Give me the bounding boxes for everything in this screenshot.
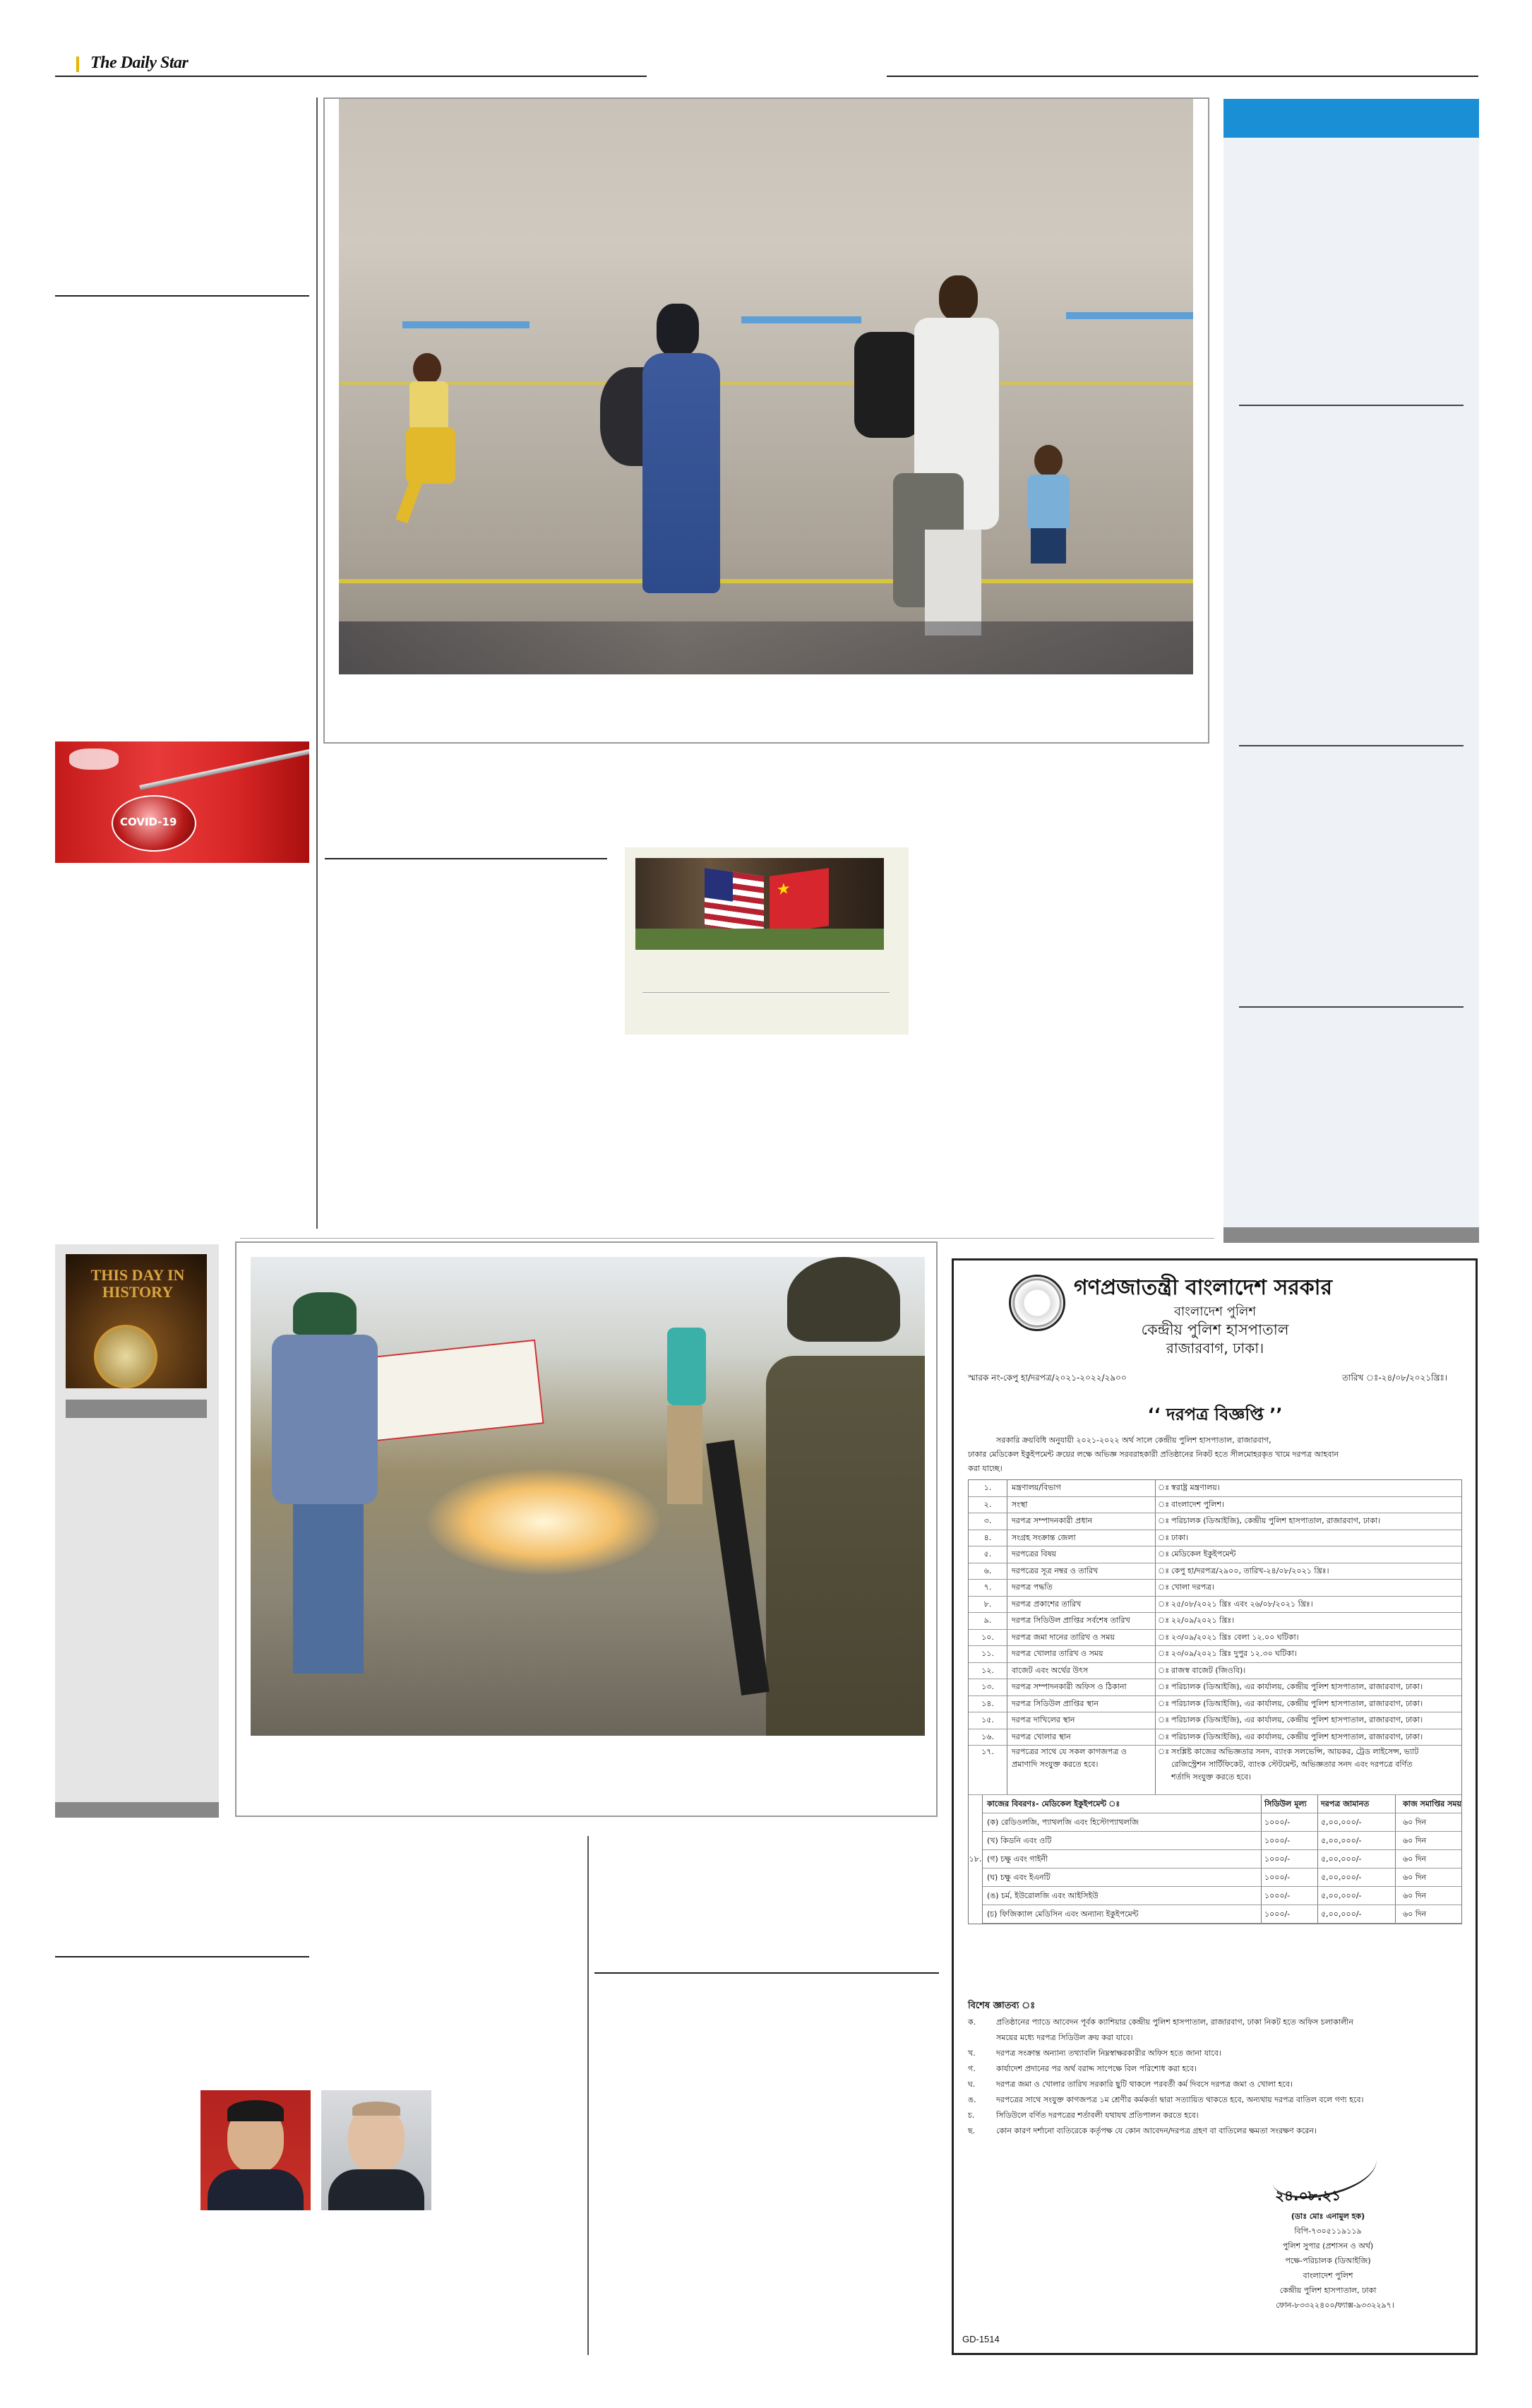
special-note-text: সিডিউলে বর্ণিত দরপত্রের শর্তাবলী যথাযথ প্রতিপালন করতে হবে। xyxy=(996,2111,1199,2120)
items-rows xyxy=(983,1813,1461,1924)
sig-hosp: কেন্দ্রীয় পুলিশ হাসপাতাল, ঢাকা xyxy=(1279,2286,1377,2295)
special-notes xyxy=(968,2015,1462,2139)
special-note xyxy=(968,2123,1462,2139)
woman-figure xyxy=(600,304,741,614)
special-note-text: সময়ের মধ্যে দরপত্র সিডিউল ক্রয় করা যাবে। xyxy=(996,2033,1133,2042)
notice-row-value: ২২/০৯/২০২১ খ্রিঃ। xyxy=(1171,1616,1235,1625)
right-sidebar-header xyxy=(1223,99,1479,138)
notice-row-key: দরপত্র খোলার স্থান xyxy=(1007,1729,1156,1746)
notice-row: ৯. দরপত্র সিডিউল প্রাপ্তির সর্বশেষ তারিখ ঃ ২২/০৯/২০২১ খ্রিঃ। xyxy=(969,1613,1461,1630)
notice-intro-1: সরকারি ক্রয়বিধি অনুযায়ী ২০২১-২০২২ অর্থ সালে কেন্দ্রীয় পুলিশ হাসপাতাল, রাজারবাগ, xyxy=(996,1436,1271,1445)
special-note xyxy=(968,2015,1462,2030)
item-security: ৫,০০,০০০/- xyxy=(1318,1868,1396,1886)
notice-row-value: পরিচালক (ডিআইজি), এর কার্যালয়, কেন্দ্রীয় পুলিশ হাসপাতাল, রাজারবাগ, ঢাকা। xyxy=(1171,1682,1423,1691)
notice-row: ৩. দরপত্র সম্পাদনকারী প্রধান ঃ পরিচালক (ডিআইজি), কেন্দ্রীয় পুলিশ হাসপাতাল, রাজারবাগ, ঢাকা। xyxy=(969,1513,1461,1530)
notice-row-18: ১৮. কাজের বিবরণঃ- মেডিকেল ইকুইপমেন্ট ঃ সিডিউল মূল্য দরপত্র জামানত কাজ সমাপ্তির সময় (ক) রেডিওলজি, প্যাথলজি এবং হিস্টোপ্যাথলজি ১০০০/- ৫,০০,০০০/- ৬০ দিন (খ) কিডনি এবং ওটি ১০০০/- ৫,০০,০০০/- ৬০ দিন (গ) চক্ষু এবং গাইনী ১০০০/- ৫,০০,০০০/- ৬০ দিন (ঘ) চক্ষু এবং ইএনটি ১০০০/- ৫,০০,০০০/- ৬০ দিন (ঙ) চর্ম, ইউরোলজি এবং আইসিইউ ১০০০/- ৫,০০,০০০/- ৬০ দিন (চ) ফিজিক্যাল মেডিসিন এবং অন্যান্য ইকুইপমেন্ট ১০০০/- ৫,০০,০০০/- ৬০ দিন xyxy=(969,1795,1461,1924)
notice-row: ১২. বাজেট এবং অর্থের উৎস ঃ রাজস্ব বাজেট (জিওবি)। xyxy=(969,1663,1461,1680)
special-note xyxy=(968,2108,1462,2123)
shadows xyxy=(339,621,1193,674)
notice-row-key: দরপত্র দাখিলের স্থান xyxy=(1007,1712,1156,1729)
notice-row-value: পরিচালক (ডিআইজি), এর কার্যালয়, কেন্দ্রীয় পুলিশ হাসপাতাল, রাজারবাগ, ঢাকা। xyxy=(1171,1732,1423,1741)
notice-row: ৭. দরপত্র পদ্ধতি ঃ খোলা দরপত্র। xyxy=(969,1580,1461,1597)
notice-row-value: পরিচালক (ডিআইজি), এর কার্যালয়, কেন্দ্রীয় পুলিশ হাসপাতাল, রাজারবাগ, ঢাকা। xyxy=(1171,1698,1423,1708)
item-price: ১০০০/- xyxy=(1262,1887,1318,1905)
special-note xyxy=(968,2046,1462,2061)
special-note xyxy=(968,2077,1462,2092)
notice-row-num: ৭. xyxy=(969,1580,1007,1596)
item-time: ৬০ দিন xyxy=(1402,1873,1427,1882)
special-note-marker: খ. xyxy=(968,2049,976,2058)
notice-row-num: ৩. xyxy=(969,1513,1007,1530)
notice-row-key: দরপত্র সিডিউল প্রাপ্তির সর্বশেষ তারিখ xyxy=(1007,1613,1156,1629)
item-row xyxy=(983,1887,1461,1905)
special-note-marker xyxy=(968,2030,996,2046)
protest-soldier-photo[interactable] xyxy=(251,1257,925,1736)
boy-figure xyxy=(1017,445,1080,628)
special-note-marker: ঙ. xyxy=(968,2095,976,2104)
notice-row-num: ১২. xyxy=(969,1663,1007,1679)
notice-row-value: খোলা দরপত্র। xyxy=(1171,1583,1215,1592)
notice-row-key: দরপত্র প্রকাশের তারিখ xyxy=(1007,1597,1156,1613)
runway-marking-1 xyxy=(402,321,529,328)
item-price: ১০০০/- xyxy=(1262,1868,1318,1886)
notice-row: ৫. দরপত্রের বিষয় ঃ মেডিকেল ইকুইপমেন্ট xyxy=(969,1546,1461,1563)
flags-box-rule xyxy=(642,992,890,993)
notice-ref: স্মারক নং-কেপু হা/দরপত্র/২০২১-২০২২/২৯০০ xyxy=(968,1373,1127,1383)
item-desc: (গ) চক্ষু এবং গাইনী xyxy=(983,1850,1262,1868)
notice-row-key: বাজেট এবং অর্থের উৎস xyxy=(1007,1663,1156,1679)
notice-row-num: ৫. xyxy=(969,1546,1007,1563)
masthead-rule-right xyxy=(887,76,1478,77)
item-time: ৬০ দিন xyxy=(1402,1818,1427,1827)
item-security: ৫,০০,০০০/- xyxy=(1318,1905,1396,1923)
sidebar-footer xyxy=(1223,1227,1479,1243)
needle-shape xyxy=(139,747,309,790)
notice-row-num: ৮. xyxy=(969,1597,1007,1613)
masthead-logo[interactable]: The Daily Star xyxy=(90,54,188,72)
tender-notice xyxy=(952,1258,1478,2355)
girl-figure xyxy=(388,353,466,523)
notice-row-value: পরিচালক (ডিআইজি), কেন্দ্রীয় পুলিশ হাসপাতাল, রাজারবাগ, ঢাকা। xyxy=(1171,1516,1381,1525)
notice-heading: ‘‘ দরপত্র বিজ্ঞপ্তি ’’ xyxy=(1147,1405,1283,1424)
notice-row-num: ১১. xyxy=(969,1646,1007,1662)
items-header: কাজের বিবরণঃ- মেডিকেল ইকুইপমেন্ট ঃ সিডিউল মূল্য দরপত্র জামানত কাজ সমাপ্তির সময় xyxy=(983,1795,1461,1813)
notice-row-num: ১০. xyxy=(969,1630,1007,1646)
special-note-marker: ঘ. xyxy=(968,2080,976,2089)
notice-row-key: সংগ্রহ সংক্রান্ত জেলা xyxy=(1007,1530,1156,1546)
special-note-text: কার্যাদেশ প্রদানের পর অর্থ বরাদ্দ সাপেক্ষে বিল পরিশোধ করা হবে। xyxy=(996,2064,1197,2073)
notice-gov-title: গণপ্রজাতন্ত্রী বাংলাদেশ সরকার xyxy=(1074,1275,1332,1300)
this-day-in-history-photo[interactable] xyxy=(66,1254,207,1388)
notice-row: ১৫. দরপত্র দাখিলের স্থান ঃ পরিচালক (ডিআইজি), এর কার্যালয়, কেন্দ্রীয় পুলিশ হাসপাতাল, রাজারবাগ, ঢাকা। xyxy=(969,1712,1461,1729)
masthead-bar xyxy=(76,56,79,72)
notice-rows xyxy=(969,1480,1461,1746)
notice-row: ১১. দরপত্র খোলার তারিখ ও সময় ঃ ২৩/০৯/২০২১ খ্রিঃ দুপুর ১২.৩০ ঘটিকা। xyxy=(969,1646,1461,1663)
item-price: ১০০০/- xyxy=(1262,1832,1318,1849)
notice-row-value: ২৩/০৯/২০২১ খ্রিঃ বেলা ১২.০০ ঘটিকা। xyxy=(1171,1632,1299,1642)
column-divider-1 xyxy=(316,97,318,1229)
family-walking-photo[interactable] xyxy=(339,99,1193,674)
leader-portrait-1[interactable] xyxy=(201,2090,311,2210)
notice-row: ৪. সংগ্রহ সংক্রান্ত জেলা ঃ ঢাকা। xyxy=(969,1530,1461,1547)
lower-mid-rule xyxy=(594,1972,939,1974)
masthead-rule-left xyxy=(55,76,647,77)
item-price: ১০০০/- xyxy=(1262,1813,1318,1831)
special-note-text: দরপত্র জমা ও খোলার তারিখ সরকারি ছুটি থাকলে পরবর্তী কর্ম দিবসে দরপত্র জমা ও খোলা হবে। xyxy=(996,2080,1293,2089)
notice-row-key: দরপত্রের সূত্র নম্বর ও তারিখ xyxy=(1007,1563,1156,1580)
notice-row: ১৪. দরপত্র সিডিউল প্রাপ্তির স্থান ঃ পরিচালক (ডিআইজি), এর কার্যালয়, কেন্দ্রীয় পুলিশ হাসপাতাল, রাজারবাগ, ঢাকা। xyxy=(969,1696,1461,1713)
notice-row-value: মেডিকেল ইকুইপমেন্ট xyxy=(1171,1549,1236,1558)
item-time: ৬০ দিন xyxy=(1402,1836,1427,1845)
us-flag-shape xyxy=(705,868,764,934)
item-time: ৬০ দিন xyxy=(1402,1854,1427,1864)
notice-row-value: বাংলাদেশ পুলিশ। xyxy=(1171,1499,1224,1509)
notice-row: ১০. দরপত্র জমা দানের তারিখ ও সময় ঃ ২৩/০৯/২০২১ খ্রিঃ বেলা ১২.০০ ঘটিকা। xyxy=(969,1630,1461,1647)
runway-yellow-line-2 xyxy=(339,381,1193,385)
item-price: ১০০০/- xyxy=(1262,1905,1318,1923)
notice-row-key: দরপত্র সম্পাদনকারী অফিস ও ঠিকানা xyxy=(1007,1679,1156,1695)
notice-intro-3: করা যাচ্ছে। xyxy=(968,1464,1003,1473)
notice-row-num: ১৪. xyxy=(969,1696,1007,1712)
mid-section-rule xyxy=(325,858,607,859)
special-note-text: কোন কারণ দর্শানো ব্যতিরেকে কর্তৃপক্ষ যে কোন আবেদন/দরপত্র গ্রহণ বা বাতিলের ক্ষমতা সংরক্ষণ করেন। xyxy=(996,2126,1317,2135)
special-title: বিশেষ জ্ঞাতব্য ঃ xyxy=(968,2001,1036,2011)
history-panel-footer xyxy=(55,1802,219,1818)
special-note-text: প্রতিষ্ঠানের প্যাডে আবেদন পূর্বক ক্যাশিয়ার কেন্দ্রীয় পুলিশ হাসপাতাল, রাজারবাগ, ঢাকা নিকট হতে অফিস চলাকালীন xyxy=(996,2017,1353,2027)
item-security: ৫,০০,০০০/- xyxy=(1318,1832,1396,1849)
sig-date: ২৪.০৮.২১ xyxy=(1275,2187,1341,2204)
runway-marking-2 xyxy=(741,316,861,323)
special-note xyxy=(968,2030,1462,2046)
man-left xyxy=(251,1278,406,1716)
notice-row: ৬. দরপত্রের সূত্র নম্বর ও তারিখ ঃ কেপু হা/দরপত্র/২৯০০, তারিখ-২৪/০৮/২০২১ খ্রিঃ। xyxy=(969,1563,1461,1580)
notice-row-num: ১৫. xyxy=(969,1712,1007,1729)
special-note xyxy=(968,2092,1462,2108)
special-note-text: দরপত্রের সাথে সংযুক্ত কাগজপত্র ১ম শ্রেণীর কর্মকর্তা দ্বারা সত্যায়িত থাকতে হবে, অন্যথায় দরপত্র বাতিল বলে গণ্য হবে। xyxy=(996,2095,1364,2104)
item-row xyxy=(983,1850,1461,1868)
sig-org: বাংলাদেশ পুলিশ xyxy=(1303,2271,1353,2280)
covid-drop-label: COVID-19 xyxy=(120,816,177,828)
item-desc: (চ) ফিজিক্যাল মেডিসিন এবং অন্যান্য ইকুইপমেন্ট xyxy=(983,1905,1262,1923)
notice-intro-2: ঢাকার মেডিকেল ইকুইপমেন্ট ক্রয়ের লক্ষে অভিজ্ঞ সরবরাহকারী প্রতিষ্ঠানের নিকট হতে সীলমোহরকৃত খামে দরপত্র আহবান xyxy=(968,1450,1339,1459)
notice-row-num: ৬. xyxy=(969,1563,1007,1580)
notice-row-key: মন্ত্রণালয়/বিভাগ xyxy=(1007,1480,1156,1496)
special-note-marker: ছ. xyxy=(968,2126,976,2135)
sidebar-rule-3 xyxy=(1239,1006,1464,1008)
notice-row-key: দরপত্র খোলার তারিখ ও সময় xyxy=(1007,1646,1156,1662)
notice-hospital: কেন্দ্রীয় পুলিশ হাসপাতাল xyxy=(1141,1321,1289,1338)
flag-base xyxy=(635,929,884,950)
sig-for: পক্ষে-পরিচালক (ডিআইজি) xyxy=(1285,2256,1371,2265)
item-row xyxy=(983,1868,1461,1887)
covid-blob xyxy=(69,749,119,770)
notice-row-value: কেপু হা/দরপত্র/২৯০০, তারিখ-২৪/০৮/২০২১ খ্রিঃ। xyxy=(1171,1566,1329,1575)
item-desc: (খ) কিডনি এবং ওটি xyxy=(983,1832,1262,1849)
notice-row-num: ১. xyxy=(969,1480,1007,1496)
item-security: ৫,০০,০০০/- xyxy=(1318,1813,1396,1831)
notice-row-value: ২৫/০৮/২০২১ খ্রিঃ এবং ২৬/০৮/২০২১ খ্রিঃ। xyxy=(1171,1599,1313,1609)
special-note-marker: গ. xyxy=(968,2064,976,2073)
item-time: ৬০ দিন xyxy=(1402,1909,1427,1919)
smoke-cloud xyxy=(427,1469,660,1575)
us-china-flags-photo[interactable] xyxy=(635,858,884,950)
rifle-shape xyxy=(706,1440,770,1695)
item-security: ৫,০০,০০০/- xyxy=(1318,1850,1396,1868)
notice-row-value: পরিচালক (ডিআইজি), এর কার্যালয়, কেন্দ্রীয় পুলিশ হাসপাতাল, রাজারবাগ, ঢাকা। xyxy=(1171,1715,1423,1724)
item-price: ১০০০/- xyxy=(1262,1850,1318,1868)
special-note-text: দরপত্র সংক্রান্ত অন্যান্য তথ্যাবলি নিম্নস্বাক্ষরকারীর অফিস হতে জানা যাবে। xyxy=(996,2049,1221,2058)
notice-row-num: ৯. xyxy=(969,1613,1007,1629)
sig-rank: পুলিশ সুপার (প্রশাসন ও অর্থ) xyxy=(1282,2241,1374,2251)
china-flag-shape: ★ xyxy=(770,868,829,934)
item-row xyxy=(983,1832,1461,1850)
notice-row: ১. মন্ত্রণালয়/বিভাগ ঃ স্বরাষ্ট্র মন্ত্রণালয়। xyxy=(969,1480,1461,1497)
special-note xyxy=(968,2061,1462,2077)
items-table xyxy=(983,1795,1461,1924)
notice-row-value: স্বরাষ্ট্র মন্ত্রণালয়। xyxy=(1171,1483,1220,1492)
notice-row-num: ৪. xyxy=(969,1530,1007,1546)
item-desc: (ঘ) চক্ষু এবং ইএনটি xyxy=(983,1868,1262,1886)
notice-row-key: দরপত্র সম্পাদনকারী প্রধান xyxy=(1007,1513,1156,1530)
notice-row-num: ১৬. xyxy=(969,1729,1007,1746)
notice-row-key: দরপত্র জমা দানের তারিখ ও সময় xyxy=(1007,1630,1156,1646)
notice-row-key: দরপত্র সিডিউল প্রাপ্তির স্থান xyxy=(1007,1696,1156,1712)
notice-row-value: ঢাকা। xyxy=(1171,1532,1189,1542)
notice-row-key: দরপত্রের বিষয় xyxy=(1007,1546,1156,1563)
section-rule-horizontal xyxy=(240,1238,1214,1239)
notice-location: রাজারবাগ, ঢাকা। xyxy=(1166,1340,1264,1357)
notice-row-num: ২. xyxy=(969,1497,1007,1513)
notice-date: তারিখ ঃ-২৪/০৮/২০২১খ্রিঃ। xyxy=(1342,1373,1448,1383)
soldier xyxy=(745,1257,925,1736)
column-divider-2 xyxy=(587,1836,589,2355)
notice-row-value: রাজস্ব বাজেট (জিওবি)। xyxy=(1171,1665,1246,1675)
item-time: ৬০ দিন xyxy=(1402,1891,1427,1900)
covid-needle-photo[interactable] xyxy=(55,741,309,863)
left-col-rule-1 xyxy=(55,295,309,297)
item-row xyxy=(983,1813,1461,1832)
item-desc: (ঙ) চর্ম, ইউরোলজি এবং আইসিইউ xyxy=(983,1887,1262,1905)
runway-marking-3 xyxy=(1066,312,1193,319)
leader-portrait-2[interactable] xyxy=(321,2090,431,2210)
sidebar-rule-1 xyxy=(1239,405,1464,406)
notice-row-17: ১৭. দরপত্রের সাথে যে সকল কাগজপত্র ও প্রমাণাদি সংযুক্ত করতে হবে। ঃ সংশ্লিষ্ট কাজের অভিজ্ঞতার সনদ, ব্যাংক সলভেন্সি, আয়কর, ট্রেড লাইসেন্স, ভ্যাট রেজিস্ট্রেশন সার্টিফিকেট, ব্যাংক স্টেটমেন্ট, অভিজ্ঞতার সনদ এবং দরপত্রে বর্ণিত শর্তাদি সংযুক্ত করতে হবে। xyxy=(969,1746,1461,1795)
special-note-marker: চ. xyxy=(968,2111,975,2120)
history-bar xyxy=(66,1400,207,1418)
raised-arms-man xyxy=(646,1299,724,1525)
compass-icon xyxy=(94,1325,157,1388)
notice-dept: বাংলাদেশ পুলিশ xyxy=(1173,1304,1257,1319)
man-figure xyxy=(854,275,1038,643)
sig-bp: বিপি-৭৩০৫১১৯১১৯ xyxy=(1294,2227,1362,2236)
notice-row-key: সংস্থা xyxy=(1007,1497,1156,1513)
notice-row: ১৩. দরপত্র সম্পাদনকারী অফিস ও ঠিকানা ঃ পরিচালক (ডিআইজি), এর কার্যালয়, কেন্দ্রীয় পুলিশ হাসপাতাল, রাজারবাগ, ঢাকা। xyxy=(969,1679,1461,1696)
sig-phone: ফোন-৮৩৩২২৪০০/ফ্যাক্স-৯৩৩২২৯৭। xyxy=(1276,2301,1394,2310)
notice-row-num: ১৩. xyxy=(969,1679,1007,1695)
sig-name: (ডাঃ মোঃ এনামুল হক) xyxy=(1291,2212,1365,2221)
sidebar-rule-2 xyxy=(1239,745,1464,746)
item-security: ৫,০০,০০০/- xyxy=(1318,1887,1396,1905)
notice-row: ৮. দরপত্র প্রকাশের তারিখ ঃ ২৫/০৮/২০২১ খ্রিঃ এবং ২৬/০৮/২০২১ খ্রিঃ। xyxy=(969,1597,1461,1614)
notice-row-value: ২৩/০৯/২০২১ খ্রিঃ দুপুর ১২.৩০ ঘটিকা। xyxy=(1171,1649,1297,1658)
history-title: THIS DAY IN HISTORY xyxy=(90,1266,185,1301)
notice-row-key: দরপত্র পদ্ধতি xyxy=(1007,1580,1156,1596)
item-desc: (ক) রেডিওলজি, প্যাথলজি এবং হিস্টোপ্যাথলজি xyxy=(983,1813,1262,1831)
item-row xyxy=(983,1905,1461,1924)
lower-left-rule xyxy=(55,1956,309,1957)
notice-row: ২. সংস্থা ঃ বাংলাদেশ পুলিশ। xyxy=(969,1497,1461,1514)
notice-table xyxy=(968,1479,1462,1924)
notice-row: ১৬. দরপত্র খোলার স্থান ঃ পরিচালক (ডিআইজি), এর কার্যালয়, কেন্দ্রীয় পুলিশ হাসপাতাল, রাজারবাগ, ঢাকা। xyxy=(969,1729,1461,1746)
right-sidebar xyxy=(1223,99,1479,1243)
special-note-marker: ক. xyxy=(968,2017,976,2027)
gd-code: GD-1514 xyxy=(962,2334,1000,2344)
